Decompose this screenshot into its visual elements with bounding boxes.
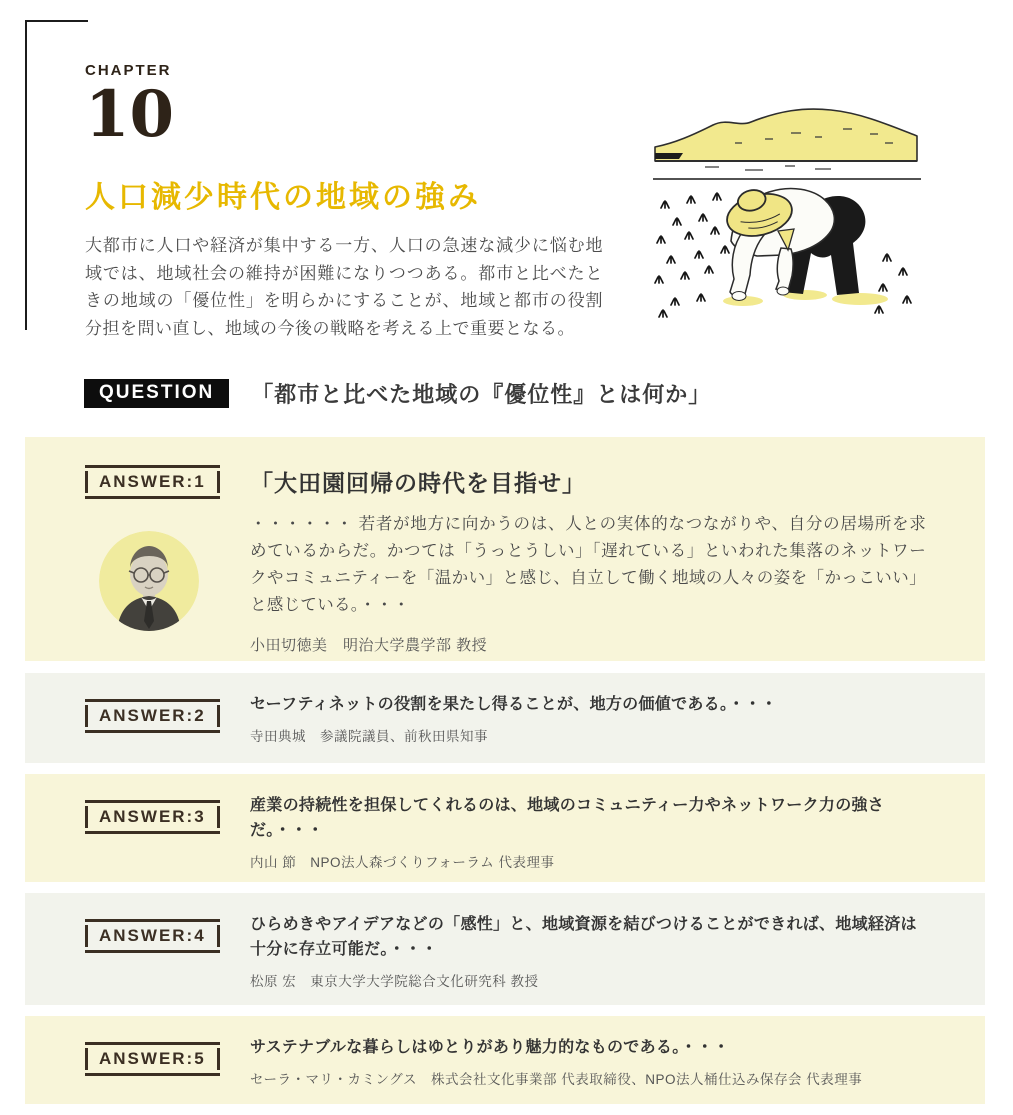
answer-section-1 (25, 437, 985, 661)
farmer-figure (721, 182, 865, 301)
chapter-title: 人口減少時代の地域の強み (85, 181, 481, 215)
answer-2-statement: セーフティネットの役割を果たし得ることが、地方の価値である。・・・ (250, 696, 778, 713)
answer-1-title: 「大田園回帰の時代を目指せ」 (250, 470, 586, 496)
answer-3-badge-column (85, 774, 250, 882)
chapter-number: 10 (85, 77, 175, 152)
answer-4-author: 松原 宏 東京大学大学院総合文化研究科 教授 (250, 973, 539, 989)
answer-section-2 (25, 673, 985, 763)
answer-3-content (250, 774, 985, 882)
rice-planting-illustration (645, 103, 930, 323)
answer-1-badge-column (85, 437, 250, 661)
chapter-header (85, 62, 615, 342)
question-text: 「都市と比べた地域の『優位性』とは何か」 (251, 382, 712, 407)
puddles (723, 290, 888, 306)
answer-5-statement: サステナブルな暮らしはゆとりがあり魅力的なものである。・・・ (250, 1039, 730, 1056)
answer-2-badge-column (85, 673, 250, 763)
answer-4-statement: ひらめきやアイデアなどの「感性」と、地域資源を結びつけることができれば、地域経済は十分に存立可能だ。・・・ (250, 916, 917, 958)
answer-2-author: 寺田典城 参議院議員、前秋田県知事 (250, 728, 488, 744)
author-avatar (99, 531, 199, 631)
hills (655, 109, 917, 161)
answer-3-badge: ANSWER:3 (85, 800, 220, 834)
answer-3-author: 内山 節 NPO法人森づくりフォーラム 代表理事 (250, 854, 555, 870)
answer-4-badge-column (85, 893, 250, 1005)
answer-5-author: セーラ・マリ・カミングス 株式会社文化事業部 代表取締役、NPO法人桶仕込み保存会 代表理事 (250, 1071, 863, 1087)
answer-1-badge: ANSWER:1 (85, 465, 220, 499)
answer-1-author: 小田切徳美 明治大学農学部 教授 (250, 637, 488, 655)
chapter-intro: 大都市に人口や経済が集中する一方、人口の急速な減少に悩む地域では、地域社会の維持が困難になりつつある。都市と比べたときの地域の「優位性」を明らかにすることが、地域と都市の役割分担を問い直し、地域の今後の戦略を考える上で重要となる。 (85, 236, 603, 338)
answer-5-badge: ANSWER:5 (85, 1042, 220, 1076)
answer-2-content (250, 673, 985, 763)
chapter-label: CHAPTER (85, 62, 172, 79)
answer-3-statement: 産業の持続性を担保してくれるのは、地域のコミュニティー力やネットワーク力の強さだ。・・・ (250, 797, 885, 839)
question-badge: QUESTION (84, 379, 229, 408)
answer-section-4 (25, 893, 985, 1005)
answer-5-badge-column (85, 1016, 250, 1104)
answer-4-content (250, 893, 985, 1005)
answer-5-content (250, 1016, 985, 1104)
answer-1-content (250, 437, 985, 661)
question-row (84, 378, 711, 409)
answer-section-5 (25, 1016, 985, 1104)
paddy-horizon (653, 166, 921, 179)
answer-1-body: ・・・・・・ 若者が地方に向かうのは、人との実体的なつながりや、自分の居場所を求めているからだ。かつては「うっとうしい」「遅れている」といわれた集落のネットワークやコミュニティーを「温かい」と感じ、自立して働く地域の人々の姿を「かっこいい」と感じている。・・・ (250, 515, 926, 615)
corner-rule (25, 20, 88, 330)
answer-4-badge: ANSWER:4 (85, 919, 220, 953)
answer-2-badge: ANSWER:2 (85, 699, 220, 733)
answer-section-3 (25, 774, 985, 882)
